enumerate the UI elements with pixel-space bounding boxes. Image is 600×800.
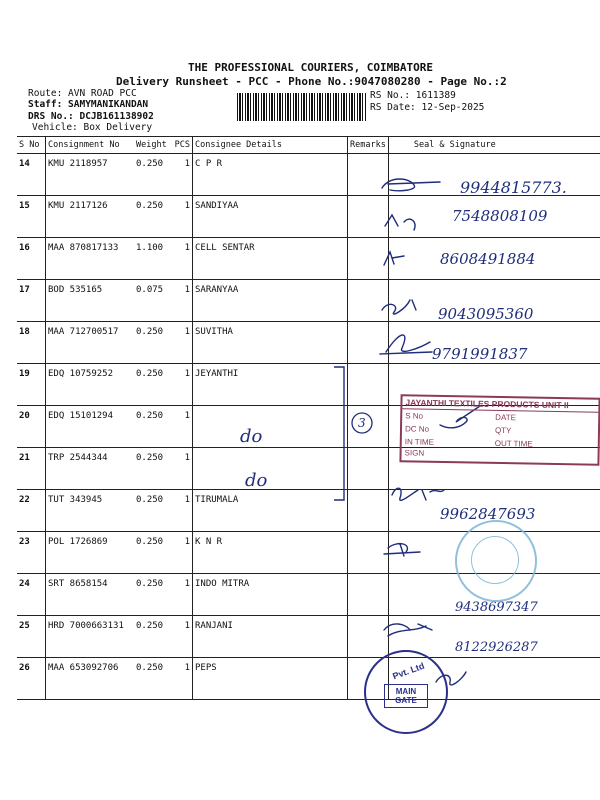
row-consignee: C P R <box>193 154 348 196</box>
row-consignment: MAA 712700517 <box>46 322 135 364</box>
staff-label: Staff: SAMYMANIKANDAN <box>28 99 149 110</box>
row-pcs: 1 <box>172 448 193 490</box>
row-weight: 0.250 <box>134 616 172 658</box>
col-seal-header: Seal & Signature <box>388 137 600 154</box>
row-consignee: TIRUMALA <box>193 490 348 532</box>
row-pcs: 1 <box>172 658 193 700</box>
handwritten-phone-25a: 9438697347 <box>455 600 538 615</box>
row-sno: 22 <box>17 490 46 532</box>
row-pcs: 1 <box>172 280 193 322</box>
handwritten-phone-18: 9791991837 <box>432 345 528 363</box>
col-consignee-header: Consignee Details <box>193 137 348 154</box>
row-weight: 0.075 <box>134 280 172 322</box>
row-consignment: BOD 535165 <box>46 280 135 322</box>
row-pcs: 1 <box>172 154 193 196</box>
row-pcs: 1 <box>172 238 193 280</box>
row-consignee <box>193 448 348 490</box>
row-pcs: 1 <box>172 616 193 658</box>
row-weight: 0.250 <box>134 364 172 406</box>
handwritten-phone-14: 9944815773. <box>460 178 567 197</box>
gate-stamp-mid: MAIN GATE <box>384 684 428 708</box>
row-consignee: PEPS <box>193 658 348 700</box>
stamp-line-4: SIGN <box>404 448 425 458</box>
handwritten-phone-17: 9043095360 <box>438 305 534 323</box>
company-stamp <box>399 394 600 465</box>
row-pcs: 1 <box>172 532 193 574</box>
row-consignee: SUVITHA <box>193 322 348 364</box>
col-sno-header: S No <box>17 137 46 154</box>
row-weight: 0.250 <box>134 154 172 196</box>
row-weight: 0.250 <box>134 490 172 532</box>
row-consignee: RANJANI <box>193 616 348 658</box>
bracket-mark <box>332 365 382 505</box>
signature-23 <box>384 544 420 556</box>
col-pcs-header: PCS <box>172 137 193 154</box>
row-consignment: TRP 2544344 <box>46 448 135 490</box>
handwritten-phone-23: 9962847693 <box>440 505 536 523</box>
row-sno: 20 <box>17 406 46 448</box>
row-pcs: 1 <box>172 490 193 532</box>
row-consignment: KMU 2118957 <box>46 154 135 196</box>
row-sno: 14 <box>17 154 46 196</box>
row-consignment: KMU 2117126 <box>46 196 135 238</box>
row-sno: 26 <box>17 658 46 700</box>
row-consignee: INDO MITRA <box>193 574 348 616</box>
row-consignee <box>193 406 348 448</box>
row-pcs: 1 <box>172 196 193 238</box>
row-consignment: SRT 8658154 <box>46 574 135 616</box>
circled-count: 3 <box>358 416 366 430</box>
row-pcs: 1 <box>172 364 193 406</box>
row-sno: 16 <box>17 238 46 280</box>
row-weight: 0.250 <box>134 322 172 364</box>
row-weight: 1.100 <box>134 238 172 280</box>
row-weight: 0.250 <box>134 532 172 574</box>
row-sno: 23 <box>17 532 46 574</box>
col-consignment-header: Consignment No <box>46 137 135 154</box>
drs-number: DRS No.: DCJB161138902 <box>28 111 154 122</box>
signature-18 <box>380 335 432 354</box>
row-consignee: SANDIYAA <box>193 196 348 238</box>
company-stamp-title: JAYANTHI TEXTILES PRODUCTS UNIT II <box>402 396 598 412</box>
row-sno: 21 <box>17 448 46 490</box>
row-pcs: 1 <box>172 322 193 364</box>
row-pcs: 1 <box>172 574 193 616</box>
row-weight: 0.250 <box>134 406 172 448</box>
row-sno: 17 <box>17 280 46 322</box>
row-sno: 24 <box>17 574 46 616</box>
stamp-line-2: DC No QTY <box>404 424 512 436</box>
row-consignment: HRD 7000663131 <box>46 616 135 658</box>
handwritten-ditto-20: do <box>240 426 263 447</box>
rs-number: RS No.: 1611389 <box>370 90 456 101</box>
row-weight: 0.250 <box>134 658 172 700</box>
row-consignment: EDQ 10759252 <box>46 364 135 406</box>
row-consignment: MAA 870817133 <box>46 238 135 280</box>
row-consignment: EDQ 15101294 <box>46 406 135 448</box>
row-consignee: K N R <box>193 532 348 574</box>
gate-stamp-top: Pvt. Ltd <box>391 660 426 682</box>
signature-22 <box>392 488 444 500</box>
row-weight: 0.250 <box>134 196 172 238</box>
signature-25 <box>384 624 432 636</box>
row-weight: 0.250 <box>134 574 172 616</box>
row-sno: 15 <box>17 196 46 238</box>
row-sno: 19 <box>17 364 46 406</box>
row-weight: 0.250 <box>134 448 172 490</box>
round-seal <box>455 520 537 602</box>
row-consignee: JEYANTHI <box>193 364 348 406</box>
table-header-row <box>17 137 600 154</box>
gate-stamp <box>364 650 448 734</box>
signature-16 <box>384 252 404 265</box>
stamp-line-1: S No DATE <box>405 411 517 423</box>
row-pcs: 1 <box>172 406 193 448</box>
handwritten-phone-25b: 8122926287 <box>455 640 538 655</box>
barcode <box>237 93 367 121</box>
col-weight-header: Weight <box>134 137 172 154</box>
row-consignment: TUT 343945 <box>46 490 135 532</box>
signature-15 <box>385 215 415 230</box>
stamp-line-3: IN TIME OUT TIME <box>404 437 533 449</box>
col-remarks-header: Remarks <box>348 137 389 154</box>
signature-14 <box>382 179 440 191</box>
row-consignment: MAA 653092706 <box>46 658 135 700</box>
sheet-title: Delivery Runsheet - PCC - Phone No.:9047080280 - Page No.:2 <box>116 75 507 88</box>
handwritten-ditto-21: do <box>245 470 268 491</box>
rs-date: RS Date: 12-Sep-2025 <box>370 102 485 113</box>
signature-17 <box>382 300 416 314</box>
vehicle-label: Vehicle: Box Delivery <box>32 122 153 133</box>
company-name: THE PROFESSIONAL COURIERS, COIMBATORE <box>188 61 434 74</box>
route-label: Route: AVN ROAD PCC <box>28 88 137 99</box>
row-sno: 18 <box>17 322 46 364</box>
row-sno: 25 <box>17 616 46 658</box>
handwritten-phone-16: 8608491884 <box>440 250 536 268</box>
handwritten-phone-15: 7548808109 <box>452 207 548 225</box>
row-consignee: CELL SENTAR <box>193 238 348 280</box>
row-consignee: SARANYAA <box>193 280 348 322</box>
row-consignment: POL 1726869 <box>46 532 135 574</box>
